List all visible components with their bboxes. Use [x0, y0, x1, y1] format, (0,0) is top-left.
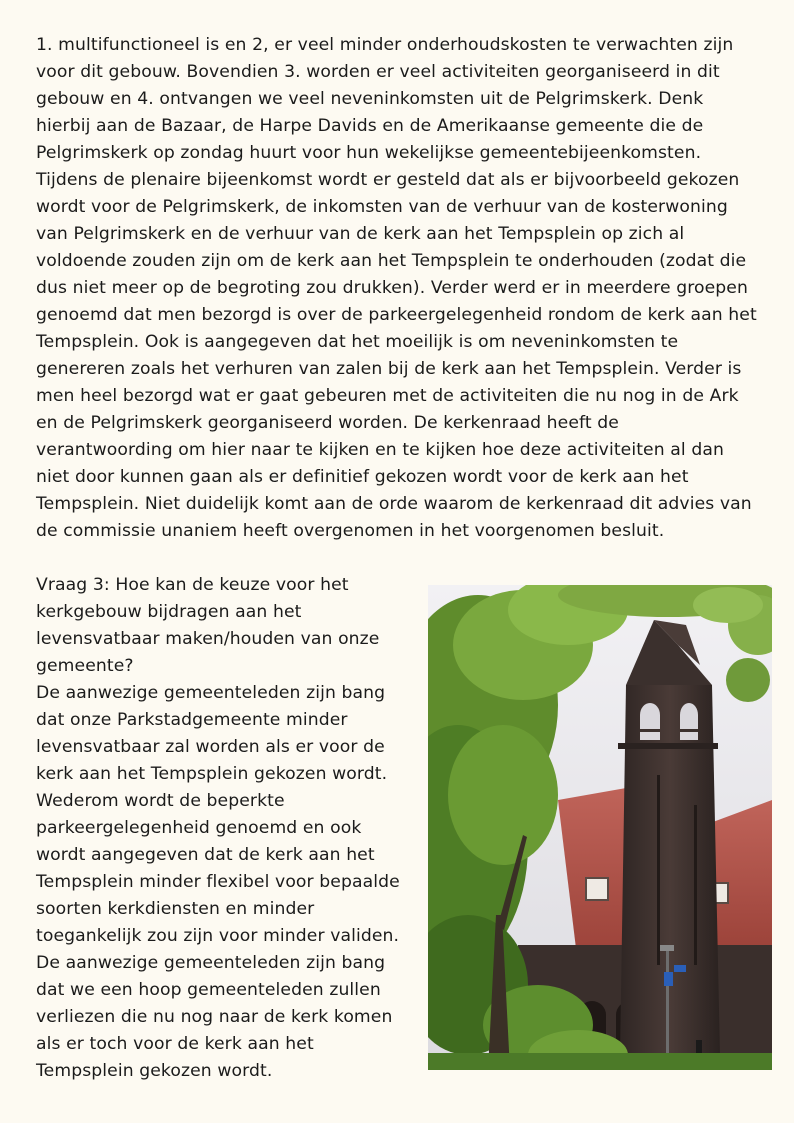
body-paragraph: 1. multifunctioneel is en 2, er veel minder onderhoudskosten te verwachten zijn voor dit gebouw. Bovendien 3. worden er veel activiteiten georganiseerd in dit gebouw en 4. ontvangen we veel neveninkomsten uit de Pelgrimskerk. Denk hierbij aan de Bazaar, de Harpe Davids en de Amerikaanse gemeente die de Pelgrimskerk op zondag huurt voor hun wekelijkse gemeentebijeenkomsten. Tijdens de plenaire bijeenkomst wordt er gesteld dat als er bijvoorbeeld gekozen wordt voor de Pelgrimskerk, de inkomsten van de verhuur van de kosterwoning van Pelgrimskerk en de verhuur van de kerk aan het Tempsplein op zich al voldoende zouden zijn om de kerk aan het Tempsplein te onderhouden (zodat die dus niet meer op de begroting zou drukken). Verder werd er in meerdere groepen genoemd dat men bezorgd is over de parkeergelegenheid rondom de kerk aan het Tempsplein. Ook is aangegeven dat het moeilijk is om neveninkomsten te genereren zoals het verhuren van zalen bij de kerk aan het Tempsplein. Verder is men heel bezorgd wat er gaat gebeuren met de activiteiten die nu nog in de Ark en de Pelgrimskerk georganiseerd worden. De kerkenraad heeft de verantwoording om hier naar te kijken en te kijken hoe deze activiteiten al dan niet door kunnen gaan als er definitief gekozen wordt voor de kerk aan het Tempsplein. Niet duidelijk komt aan de orde waarom de kerkenraad dit advies van de commissie unaniem heeft overgenomen in het voorgenomen besluit. [36, 35, 757, 541]
answer-paragraph: De aanwezige gemeenteleden zijn bang dat onze Parkstadgemeente minder levensvatbaar zal worden als er voor de kerk aan het Tempsplein gekozen wordt. Wederom wordt de beperkte parkeergelegenheid genoemd en ook wordt aangegeven dat de kerk aan het Tempsplein minder flexibel voor bepaalde soorten kerkdiensten en minder toegankelijk zou zijn voor minder validen. [36, 683, 400, 946]
church-photo [428, 585, 772, 1070]
answer-paragraph: De aanwezige gemeenteleden zijn bang dat we een hoop gemeenteleden zullen verliezen die nu nog naar de kerk komen als er toch voor de kerk aan het Tempsplein gekozen wordt. [36, 953, 393, 1081]
church-tower-image [428, 585, 772, 1070]
question-section [36, 572, 416, 1085]
question-heading: Vraag 3: Hoe kan de keuze voor het kerkgebouw bijdragen aan het levensvatbaar maken/houden van onze gemeente? [36, 575, 380, 676]
